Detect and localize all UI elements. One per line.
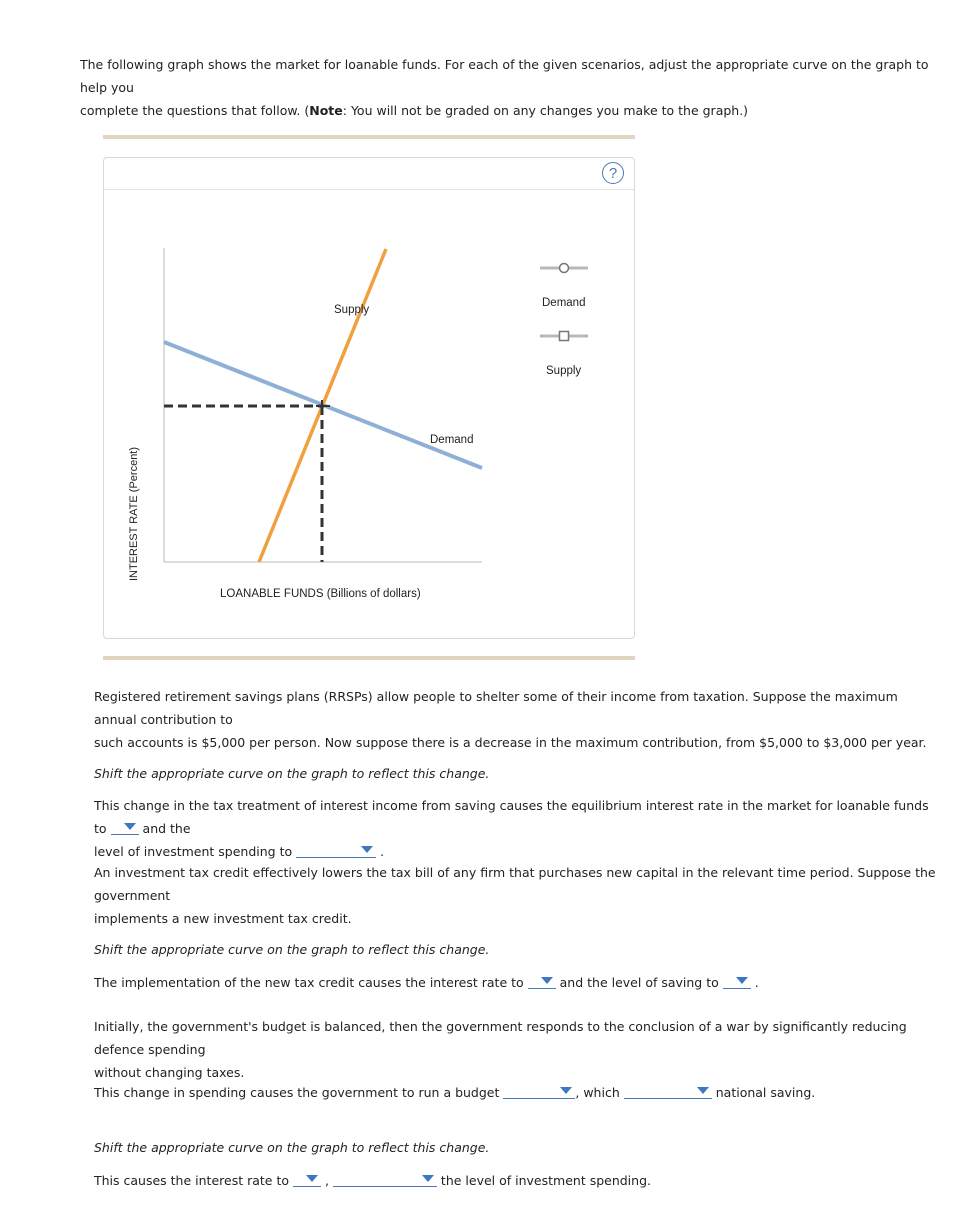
graph-canvas[interactable] <box>104 158 634 638</box>
scenario-3-question-1: This change in spending causes the government to run a budget , which national saving. <box>94 1085 816 1100</box>
note-bold: Note <box>309 103 343 118</box>
scenario-1-instruction: Shift the appropriate curve on the graph to reflect this change. <box>94 766 490 781</box>
interest-rate-dropdown-3[interactable] <box>293 1171 321 1187</box>
bottom-divider <box>103 656 635 660</box>
investment-spending-dropdown-3[interactable] <box>333 1171 437 1187</box>
scenario-1-question: This change in the tax treatment of interest income from saving causes the equilibrium interest rate in the market for loanable funds to and the level of investment spending to . <box>94 798 929 859</box>
saving-dropdown-2[interactable] <box>723 973 751 989</box>
scenario-1-text: Registered retirement savings plans (RRSPs) allow people to shelter some of their income from taxation. Suppose the maximum annual contribution to such accounts is $5,000 per person. Now suppose there is a decrease in the maximum contribution, from $5,000 to $3,000 per year. <box>94 689 927 750</box>
budget-dropdown[interactable] <box>503 1083 575 1099</box>
demand-curve-label: Demand <box>430 434 474 446</box>
investment-spending-dropdown-1[interactable] <box>296 842 376 858</box>
legend-demand-tool[interactable] <box>540 264 588 273</box>
intro-text <box>80 53 950 122</box>
circle-icon <box>560 264 569 273</box>
interest-rate-dropdown-1[interactable] <box>111 819 139 835</box>
x-axis-label: LOANABLE FUNDS (Billions of dollars) <box>220 588 421 600</box>
graph-panel <box>103 157 635 639</box>
national-saving-dropdown[interactable] <box>624 1083 712 1099</box>
legend-demand-label: Demand <box>542 297 586 309</box>
interest-rate-dropdown-2[interactable] <box>528 973 556 989</box>
legend-supply-label: Supply <box>546 365 582 377</box>
scenario-2-question: The implementation of the new tax credit causes the interest rate to and the level of saving to . <box>94 975 759 990</box>
intro-line-1: The following graph shows the market for loanable funds. For each of the given scenarios, adjust the appropriate curve on the graph to help you <box>80 57 929 95</box>
top-divider <box>103 135 635 139</box>
legend-supply-tool[interactable] <box>540 332 588 341</box>
scenario-3-text: Initially, the government's budget is balanced, then the government responds to the conclusion of a war by significantly reducing defence spending without changing taxes. <box>94 1019 907 1080</box>
intro-line-2: complete the questions that follow. (Note: You will not be graded on any changes you make to the graph.) <box>80 103 749 118</box>
scenario-2-text: An investment tax credit effectively lowers the tax bill of any firm that purchases new capital in the relevant time period. Suppose the government implements a new investment tax credit. <box>94 865 936 926</box>
scenario-3-instruction: Shift the appropriate curve on the graph to reflect this change. <box>94 1140 490 1155</box>
y-axis-label: INTEREST RATE (Percent) <box>128 446 140 582</box>
scenario-3-question-2: This causes the interest rate to , the level of investment spending. <box>94 1173 651 1188</box>
help-icon[interactable]: ? <box>602 162 624 184</box>
square-icon <box>560 332 569 341</box>
scenario-2-instruction: Shift the appropriate curve on the graph to reflect this change. <box>94 942 490 957</box>
supply-curve-label: Supply <box>334 304 370 316</box>
